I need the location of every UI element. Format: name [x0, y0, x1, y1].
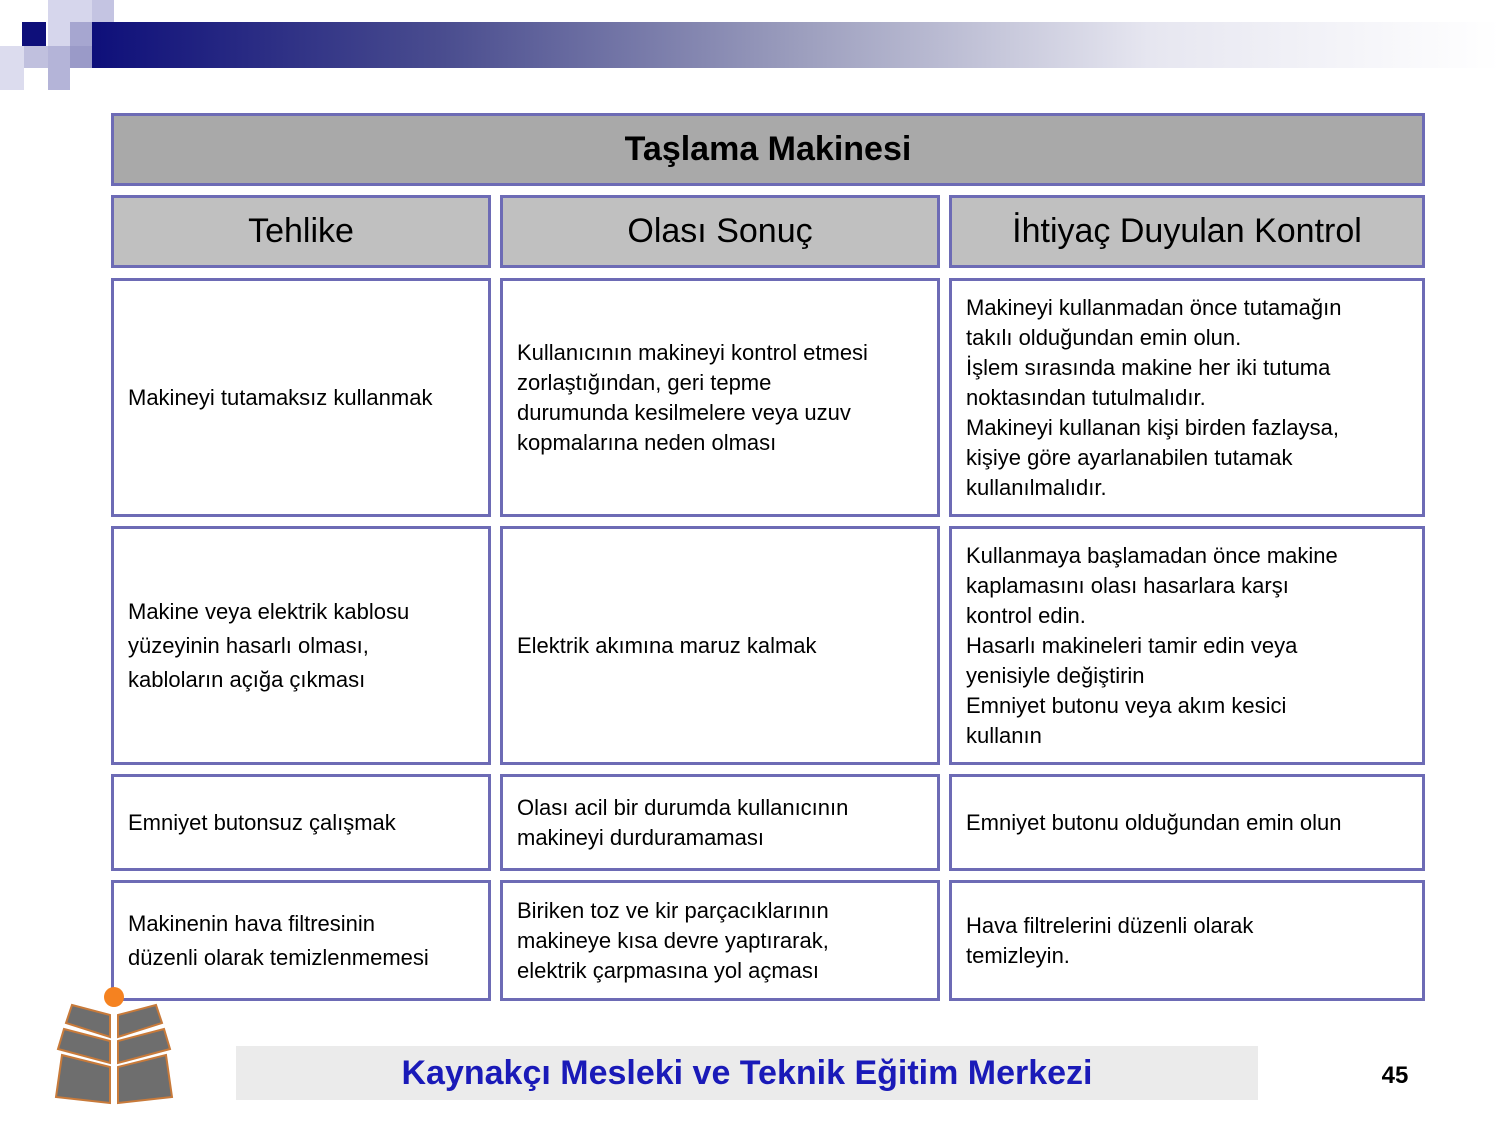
corner-decoration	[70, 46, 92, 68]
hazard-cell: Makineyi tutamaksız kullanmak	[111, 278, 491, 517]
hazard-cell: Makine veya elektrik kablosu yüzeyinin hasarlı olması, kabloların açığa çıkması	[111, 526, 491, 765]
hazard-cell: Emniyet butonsuz çalışmak	[111, 774, 491, 871]
consequence-cell: Kullanıcının makineyi kontrol etmesi zorlaştığından, geri tepme durumunda kesilmelere veya uzuv kopmalarına neden olması	[500, 278, 940, 517]
institution-logo-icon	[52, 985, 176, 1107]
corner-decoration	[22, 22, 46, 46]
consequence-cell: Olası acil bir durumda kullanıcının makineyi durduramaması	[500, 774, 940, 871]
footer-institution-name: Kaynakçı Mesleki ve Teknik Eğitim Merkezi	[236, 1046, 1258, 1100]
table-title: Taşlama Makinesi	[111, 113, 1425, 186]
column-header-consequence: Olası Sonuç	[500, 195, 940, 268]
control-cell: Kullanmaya başlamadan önce makine kaplamasını olası hasarlara karşı kontrol edin. Hasarlı makineleri tamir edin veya yenisiyle değiştirin Emniyet butonu veya akım kesici kullanın	[949, 526, 1425, 765]
corner-decoration	[48, 46, 70, 90]
header-gradient-bar	[92, 22, 1500, 68]
control-cell: Emniyet butonu olduğundan emin olun	[949, 774, 1425, 871]
corner-decoration	[0, 46, 24, 90]
corner-decoration	[92, 0, 114, 22]
column-header-control: İhtiyaç Duyulan Kontrol	[949, 195, 1425, 268]
consequence-cell: Elektrik akımına maruz kalmak	[500, 526, 940, 765]
consequence-cell: Biriken toz ve kir parçacıklarının makineye kısa devre yaptırarak, elektrik çarpmasına yol açması	[500, 880, 940, 1001]
corner-decoration	[24, 46, 48, 68]
control-cell: Makineyi kullanmadan önce tutamağın takılı olduğundan emin olun. İşlem sırasında makine her iki tutuma noktasından tutulmalıdır. Makineyi kullanan kişi birden fazlaysa, kişiye göre ayarlanabilen tutamak kullanılmalıdır.	[949, 278, 1425, 517]
page-number: 45	[1381, 1062, 1409, 1089]
control-cell: Hava filtrelerini düzenli olarak temizleyin.	[949, 880, 1425, 1001]
hazard-cell: Makinenin hava filtresinin düzenli olarak temizlenmemesi	[111, 880, 491, 1001]
column-header-hazard: Tehlike	[111, 195, 491, 268]
